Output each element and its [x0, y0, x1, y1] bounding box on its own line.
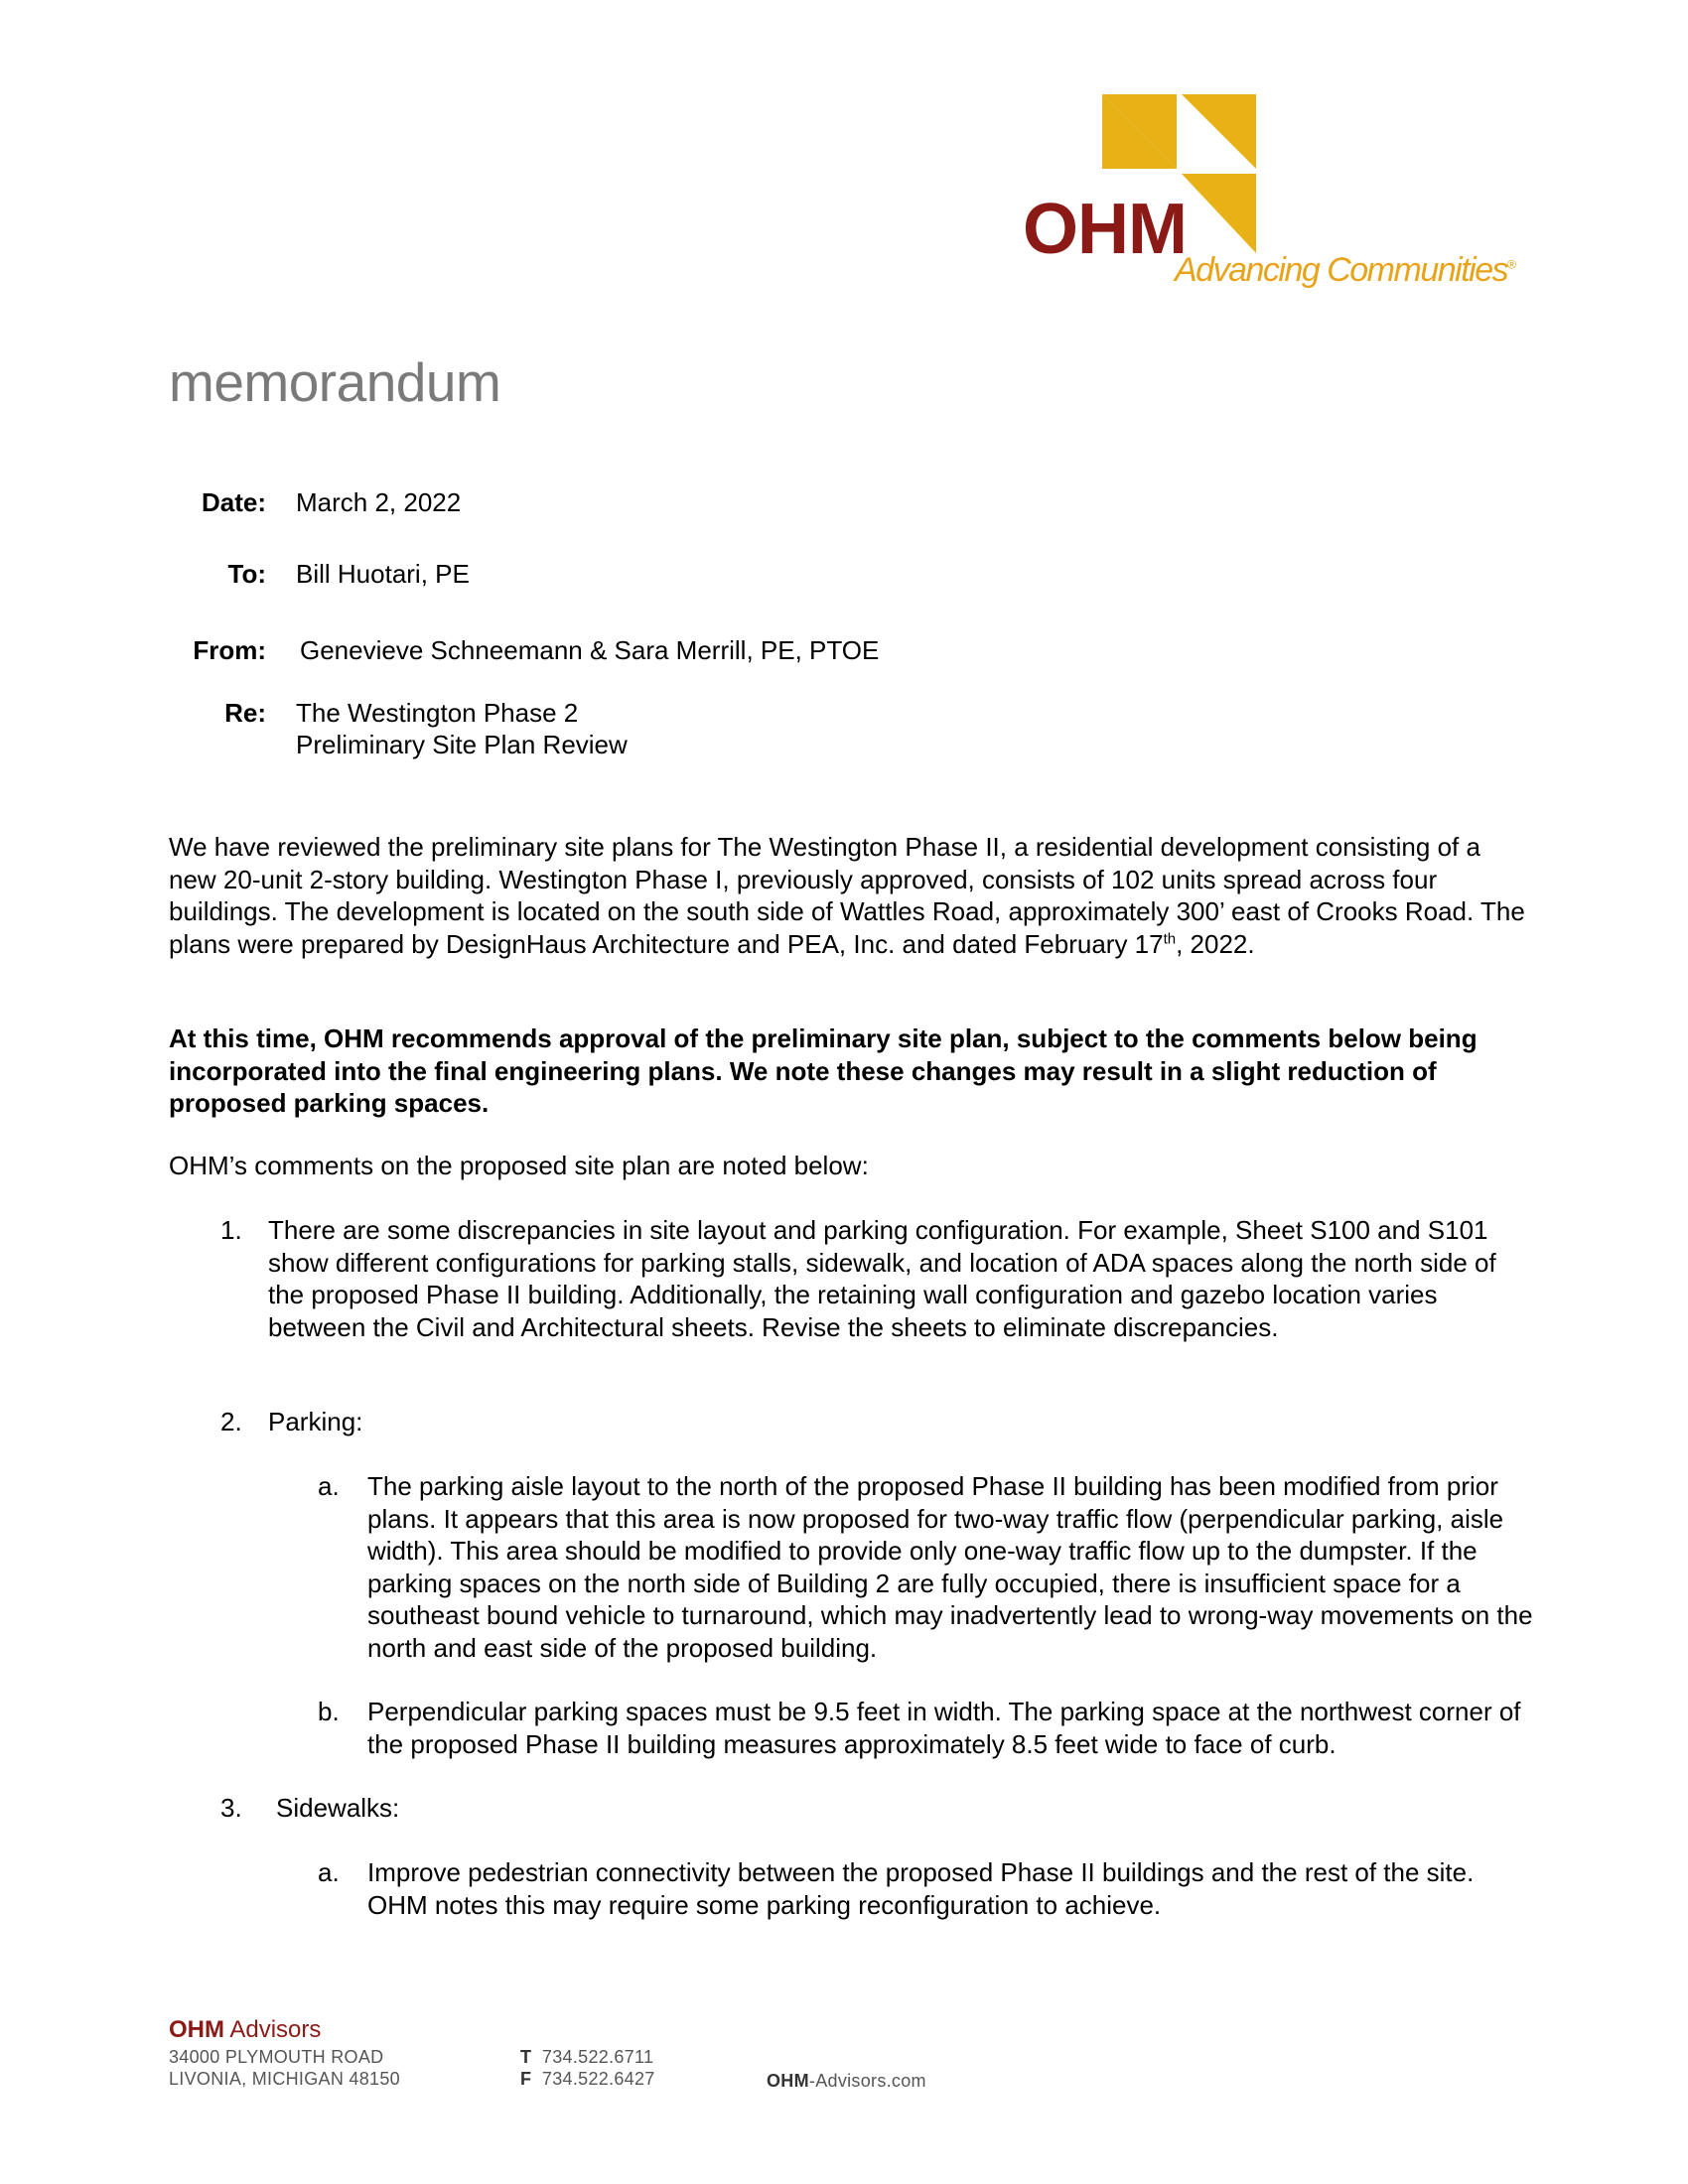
comment-2-text: Parking: [268, 1407, 363, 1436]
comment-1-text: There are some discrepancies in site layout and parking configuration. For example, Sheet S100 and S101 show different configurations for parking stalls, sidewalk, and location of ADA spaces along the north side of the proposed Phase II building. Additionally, the retaining wall configuration and gazebo location varies between the Civil and Architectural sheets. Revise the sheets to eliminate discrepancies. [268, 1215, 1496, 1342]
intro-paragraph [169, 831, 1529, 960]
comment-2a-text: The parking aisle layout to the north of the proposed Phase II building has been modified from prior plans. It appears that this area is now proposed for two-way traffic flow (perpendicular parking, aisle width). This area should be modified to provide only one-way traffic flow up to the dumpster. If the parking spaces on the north side of Building 2 are fully occupied, there is insufficient space for a southeast bound vehicle to turnaround, which may inadvertently lead to wrong-way movements on the north and east side of the proposed building. [367, 1471, 1533, 1663]
to-label: To: [227, 559, 266, 589]
comment-3-number: 3. [220, 1793, 242, 1823]
footer-website[interactable] [767, 2070, 926, 2092]
footer-phone-number: 734.522.6711 [541, 2047, 654, 2067]
comment-3a-letter: a. [318, 1857, 340, 1887]
footer-fax-number: 734.522.6427 [541, 2069, 655, 2089]
comment-2b-letter: b. [318, 1697, 340, 1726]
memo-title: memorandum [169, 351, 501, 413]
footer-phone [520, 2046, 653, 2068]
comment-2a-letter: a. [318, 1471, 340, 1501]
intro-text: We have reviewed the preliminary site plans for The Westington Phase II, a residential development consisting of a new 20-unit 2-story building. Westington Phase I, previously approved, consists of 102 units spread across four buildings. The development is located on the south side of Wattles Road, approximately 300’ east of Crooks Road. The plans were prepared by DesignHaus Architecture and PEA, Inc. and dated February 17 [169, 832, 1525, 959]
footer-address-1: 34000 PLYMOUTH ROAD [169, 2047, 384, 2067]
footer-fax-label: F [520, 2069, 532, 2089]
re-line-2: Preliminary Site Plan Review [296, 730, 628, 759]
date-value: March 2, 2022 [296, 487, 462, 517]
footer-website-bold: OHM [767, 2071, 809, 2091]
from-label: From: [193, 635, 266, 665]
registered-mark: ® [1507, 257, 1515, 272]
re-line-1: The Westington Phase 2 [296, 698, 579, 728]
logo-tagline-text: Advancing Communities [1175, 251, 1508, 289]
footer-website-rest: -Advisors.com [808, 2071, 926, 2091]
logo-wordmark: OHM [1023, 190, 1187, 269]
comment-2b-text: Perpendicular parking spaces must be 9.5 feet in width. The parking space at the northwest corner of the proposed Phase II building measures approximately 8.5 feet wide to face of curb. [367, 1697, 1521, 1759]
footer-brand-bold: OHM [169, 2016, 224, 2043]
logo-tagline [1175, 253, 1514, 287]
comment-3a-text: Improve pedestrian connectivity between the proposed Phase II buildings and the rest of the site. OHM notes this may require some parking reconfiguration to achieve. [367, 1857, 1475, 1920]
date-label: Date: [201, 487, 266, 517]
footer-brand [169, 2018, 321, 2042]
ohm-logo [1013, 94, 1515, 303]
comment-3-text: Sidewalks: [276, 1793, 400, 1823]
footer-phone-label: T [520, 2047, 532, 2067]
comments-intro: OHM’s comments on the proposed site plan are noted below: [169, 1151, 869, 1180]
to-value: Bill Huotari, PE [296, 559, 470, 589]
footer-address-2: LIVONIA, MICHIGAN 48150 [169, 2069, 400, 2089]
re-label: Re: [224, 698, 266, 728]
footer-fax [520, 2068, 655, 2090]
footer-brand-rest: Advisors [224, 2016, 322, 2043]
comment-2-number: 2. [220, 1407, 242, 1436]
intro-text-end: , 2022. [1176, 928, 1255, 959]
recommendation-paragraph: At this time, OHM recommends approval of the preliminary site plan, subject to the comments below being incorporated into the final engineering plans. We note these changes may result in a slight reduction of proposed parking spaces. [169, 1024, 1477, 1118]
from-value: Genevieve Schneemann & Sara Merrill, PE, PTOE [300, 635, 880, 665]
intro-superscript: th [1163, 929, 1177, 947]
comment-1-number: 1. [220, 1215, 242, 1245]
